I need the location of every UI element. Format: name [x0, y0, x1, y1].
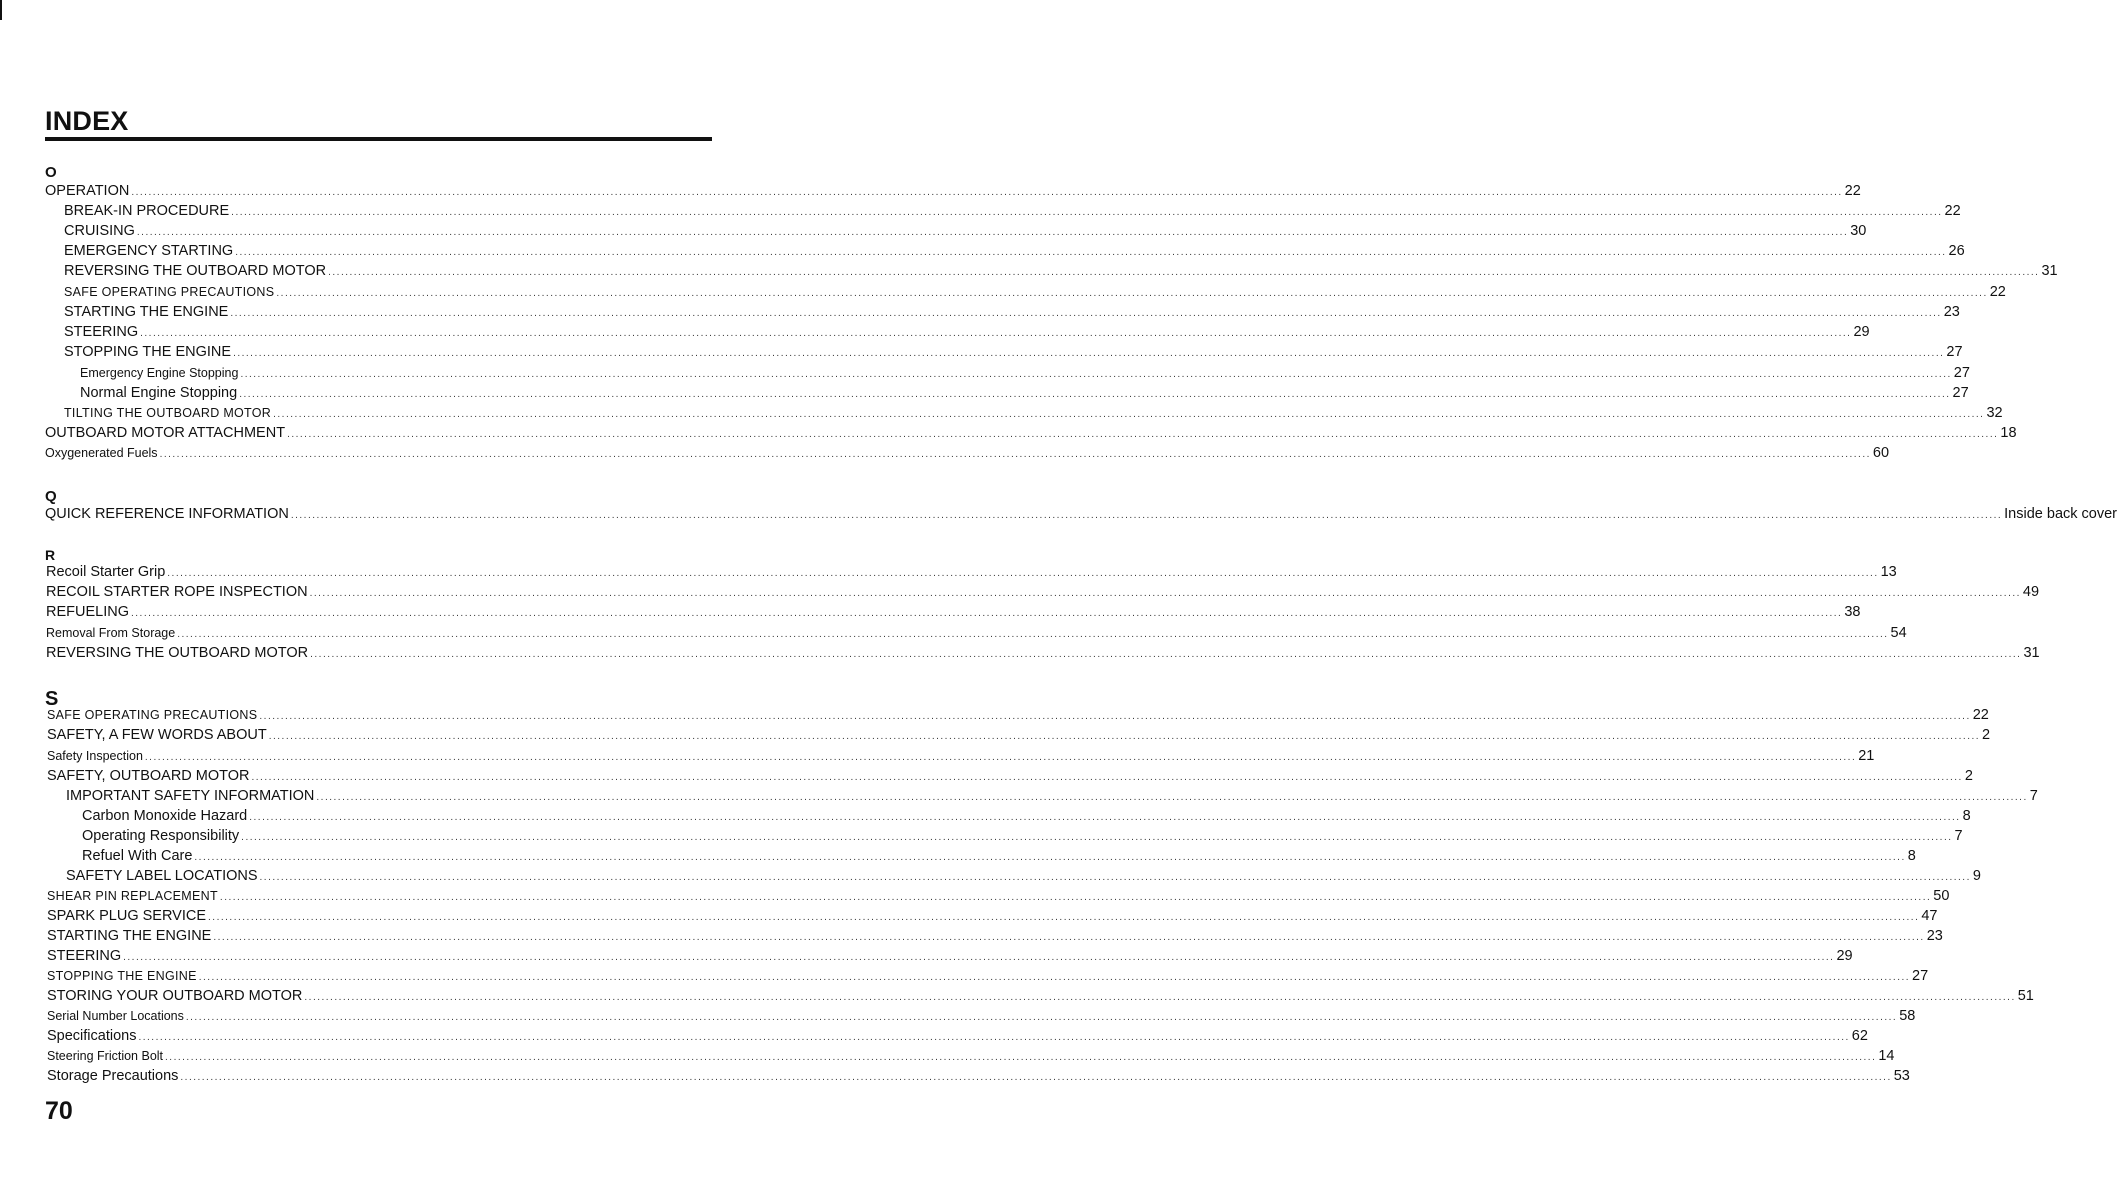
- entry-label: STOPPING THE ENGINE: [47, 969, 197, 983]
- entry-page: 23: [1943, 304, 1960, 320]
- dot-leader: ................................................................................................................................................................................................................................................................................................................................................................................................................: [136, 227, 1849, 238]
- index-entry: [82, 846, 1916, 866]
- entry-label: SAFE OPERATING PRECAUTIONS: [64, 285, 275, 299]
- entry-page: 22: [1944, 203, 1961, 219]
- dot-leader: ................................................................................................................................................................................................................................................................................................................................................................................................................: [131, 187, 1843, 198]
- entry-page: 27: [1946, 344, 1963, 360]
- entry-label: RECOIL STARTER ROPE INSPECTION: [46, 584, 308, 600]
- dot-leader: ................................................................................................................................................................................................................................................................................................................................................................................................................: [230, 308, 1942, 319]
- dot-leader: ................................................................................................................................................................................................................................................................................................................................................................................................................: [239, 389, 1951, 400]
- dot-leader: ................................................................................................................................................................................................................................................................................................................................................................................................................: [194, 852, 1906, 863]
- index-entry: [47, 746, 1875, 766]
- entry-label: EMERGENCY STARTING: [64, 243, 234, 259]
- dot-leader: ................................................................................................................................................................................................................................................................................................................................................................................................................: [185, 1012, 1898, 1023]
- page-title: INDEX: [45, 106, 129, 136]
- dot-leader: ................................................................................................................................................................................................................................................................................................................................................................................................................: [290, 510, 2003, 521]
- index-entry: [46, 582, 2040, 602]
- entry-page: 29: [1836, 948, 1853, 964]
- index-entry: [47, 1066, 1910, 1086]
- index-entry: [64, 322, 1870, 342]
- entry-page: 49: [2022, 584, 2040, 600]
- index-entry: [66, 786, 2038, 806]
- index-entry: [47, 766, 1973, 786]
- section-letter-o: O: [45, 164, 57, 181]
- dot-leader: ................................................................................................................................................................................................................................................................................................................................................................................................................: [159, 449, 1871, 460]
- entry-page: 27: [1952, 385, 1969, 401]
- dot-leader: ................................................................................................................................................................................................................................................................................................................................................................................................................: [180, 1072, 1892, 1083]
- entry-page: 27: [1953, 365, 1970, 381]
- dot-leader: ................................................................................................................................................................................................................................................................................................................................................................................................................: [138, 1032, 1850, 1043]
- index-entry: [64, 241, 1965, 261]
- entry-page: 31: [2041, 263, 2058, 279]
- dot-leader: ................................................................................................................................................................................................................................................................................................................................................................................................................: [231, 207, 1943, 218]
- index-entry: [45, 181, 1861, 201]
- entry-page: 23: [1926, 928, 1943, 944]
- entry-page: 60: [1872, 445, 1890, 461]
- dot-leader: ................................................................................................................................................................................................................................................................................................................................................................................................................: [259, 872, 1971, 883]
- entry-label: REFUELING: [46, 604, 129, 620]
- index-entry: [64, 302, 1960, 322]
- entry-label: STARTING THE ENGINE: [47, 928, 212, 944]
- entry-page: 13: [1880, 564, 1897, 580]
- entry-label: Safety Inspection: [47, 749, 143, 763]
- entry-label: Steering Friction Bolt: [47, 1049, 164, 1063]
- section-letter-q: Q: [45, 488, 57, 505]
- entry-page: 21: [1858, 748, 1875, 764]
- entry-label: Carbon Monoxide Hazard: [82, 808, 248, 824]
- dot-leader: ................................................................................................................................................................................................................................................................................................................................................................................................................: [167, 568, 1879, 579]
- dot-leader: ................................................................................................................................................................................................................................................................................................................................................................................................................: [140, 328, 1852, 339]
- entry-label: SAFE OPERATING PRECAUTIONS: [47, 708, 258, 722]
- entry-page: 8: [1907, 848, 1916, 864]
- index-entry: [64, 282, 2006, 302]
- index-entry: [45, 443, 1890, 463]
- dot-leader: ................................................................................................................................................................................................................................................................................................................................................................................................................: [328, 267, 2040, 278]
- entry-label: Recoil Starter Grip: [46, 564, 166, 580]
- index-entry: [45, 504, 2117, 524]
- entry-label: Specifications: [47, 1028, 137, 1044]
- entry-label: Operating Responsibility: [82, 828, 240, 844]
- dot-leader: ................................................................................................................................................................................................................................................................................................................................................................................................................: [198, 972, 1911, 983]
- dot-leader: ................................................................................................................................................................................................................................................................................................................................................................................................................: [233, 348, 1945, 359]
- index-entry: [47, 906, 1938, 926]
- index-entry: [64, 261, 2058, 281]
- entry-page: 54: [1890, 625, 1907, 641]
- entry-label: Removal From Storage: [46, 626, 176, 640]
- entry-label: SAFETY, A FEW WORDS ABOUT: [47, 727, 267, 743]
- entry-label: BREAK-IN PROCEDURE: [64, 203, 230, 219]
- entry-label: STORING YOUR OUTBOARD MOTOR: [47, 988, 303, 1004]
- dot-leader: ................................................................................................................................................................................................................................................................................................................................................................................................................: [316, 792, 2028, 803]
- entry-label: Emergency Engine Stopping: [80, 366, 239, 380]
- index-entry: [47, 946, 1853, 966]
- entry-label: SAFETY LABEL LOCATIONS: [66, 868, 258, 884]
- entry-page: 50: [1933, 888, 1950, 904]
- entry-label: STOPPING THE ENGINE: [64, 344, 232, 360]
- entry-label: QUICK REFERENCE INFORMATION: [45, 506, 289, 522]
- dot-leader: ................................................................................................................................................................................................................................................................................................................................................................................................................: [276, 288, 1988, 299]
- index-entry: [82, 826, 1963, 846]
- dot-leader: ................................................................................................................................................................................................................................................................................................................................................................................................................: [208, 912, 1920, 923]
- dot-leader: ................................................................................................................................................................................................................................................................................................................................................................................................................: [241, 832, 1953, 843]
- entry-page: 30: [1850, 223, 1867, 239]
- index-entry: [47, 1006, 1916, 1026]
- entry-page: 18: [2000, 425, 2017, 441]
- index-entry: [47, 986, 2034, 1006]
- dot-leader: ................................................................................................................................................................................................................................................................................................................................................................................................................: [165, 1052, 1877, 1063]
- entry-page: 51: [2017, 988, 2034, 1004]
- index-entry: [47, 926, 1943, 946]
- index-entry: [45, 423, 2017, 443]
- entry-label: SAFETY, OUTBOARD MOTOR: [47, 768, 250, 784]
- entry-page: 22: [1989, 284, 2006, 300]
- dot-leader: ................................................................................................................................................................................................................................................................................................................................................................................................................: [273, 409, 1985, 420]
- dot-leader: ................................................................................................................................................................................................................................................................................................................................................................................................................: [131, 608, 1843, 619]
- dot-leader: ................................................................................................................................................................................................................................................................................................................................................................................................................: [310, 649, 2022, 660]
- entry-label: REVERSING THE OUTBOARD MOTOR: [64, 263, 327, 279]
- entry-page: 58: [1899, 1008, 1916, 1024]
- entry-page: 8: [1962, 808, 1971, 824]
- index-entry: [66, 866, 1981, 886]
- entry-label: TILTING THE OUTBOARD MOTOR: [64, 406, 272, 420]
- index-entry: [82, 806, 1971, 826]
- dot-leader: ................................................................................................................................................................................................................................................................................................................................................................................................................: [259, 711, 1971, 722]
- index-entry: [80, 383, 1969, 403]
- index-entry: [47, 725, 1991, 745]
- index-entry: [64, 342, 1963, 362]
- dot-leader: ................................................................................................................................................................................................................................................................................................................................................................................................................: [304, 992, 2016, 1003]
- section-letter-r: R: [45, 547, 56, 563]
- index-entry: [64, 403, 2003, 423]
- entry-page: 53: [1893, 1068, 1910, 1084]
- dot-leader: ................................................................................................................................................................................................................................................................................................................................................................................................................: [144, 752, 1857, 763]
- entry-label: SPARK PLUG SERVICE: [47, 908, 207, 924]
- entry-page: 2: [1964, 768, 1973, 784]
- entry-label: Oxygenerated Fuels: [45, 446, 158, 460]
- index-entry: [47, 705, 1989, 725]
- index-entry: [46, 643, 2040, 663]
- entry-label: STARTING THE ENGINE: [64, 304, 229, 320]
- entry-page: 22: [1844, 183, 1861, 199]
- entry-page: 31: [2023, 645, 2040, 661]
- dot-leader: ................................................................................................................................................................................................................................................................................................................................................................................................................: [249, 812, 1961, 823]
- entry-label: STEERING: [47, 948, 122, 964]
- entry-label: Serial Number Locations: [47, 1009, 184, 1023]
- index-entry: [46, 562, 1897, 582]
- entry-page: 47: [1921, 908, 1938, 924]
- entry-page: 26: [1948, 243, 1965, 259]
- dot-leader: ................................................................................................................................................................................................................................................................................................................................................................................................................: [177, 629, 1889, 640]
- dot-leader: ................................................................................................................................................................................................................................................................................................................................................................................................................: [309, 588, 2021, 599]
- index-entry: [64, 221, 1867, 241]
- entry-page: Inside back cover: [2004, 506, 2117, 522]
- dot-leader: ................................................................................................................................................................................................................................................................................................................................................................................................................: [213, 932, 1925, 943]
- entry-label: OPERATION: [45, 183, 130, 199]
- dot-leader: ................................................................................................................................................................................................................................................................................................................................................................................................................: [235, 247, 1947, 258]
- entry-page: 7: [2029, 788, 2038, 804]
- entry-label: Storage Precautions: [47, 1068, 179, 1084]
- entry-page: 29: [1853, 324, 1870, 340]
- dot-leader: ................................................................................................................................................................................................................................................................................................................................................................................................................: [219, 892, 1932, 903]
- dot-leader: ................................................................................................................................................................................................................................................................................................................................................................................................................: [287, 429, 1999, 440]
- index-entry: [80, 363, 1970, 383]
- entry-label: OUTBOARD MOTOR ATTACHMENT: [45, 425, 286, 441]
- index-entry: [47, 886, 1950, 906]
- entry-label: Refuel With Care: [82, 848, 193, 864]
- entry-label: REVERSING THE OUTBOARD MOTOR: [46, 645, 309, 661]
- index-entry: [46, 623, 1907, 643]
- dot-leader: ................................................................................................................................................................................................................................................................................................................................................................................................................: [268, 731, 1981, 742]
- entry-page: 32: [1986, 405, 2003, 421]
- entry-label: STEERING: [64, 324, 139, 340]
- dot-leader: ................................................................................................................................................................................................................................................................................................................................................................................................................: [251, 772, 1963, 783]
- entry-label: IMPORTANT SAFETY INFORMATION: [66, 788, 315, 804]
- entry-label: CRUISING: [64, 223, 135, 239]
- section-letter-s: S: [45, 688, 59, 710]
- index-entry: [46, 602, 1861, 622]
- dot-leader: ................................................................................................................................................................................................................................................................................................................................................................................................................: [123, 952, 1835, 963]
- entry-label: Normal Engine Stopping: [80, 385, 238, 401]
- index-entry: [47, 1026, 1868, 1046]
- entry-page: 27: [1912, 968, 1929, 984]
- index-entry: [47, 966, 1929, 986]
- dot-leader: ................................................................................................................................................................................................................................................................................................................................................................................................................: [240, 369, 1952, 380]
- entry-label: SHEAR PIN REPLACEMENT: [47, 889, 218, 903]
- entry-page: 38: [1844, 604, 1861, 620]
- entry-page: 9: [1972, 868, 1981, 884]
- index-entry: [64, 201, 1961, 221]
- entry-page: 62: [1851, 1028, 1868, 1044]
- entry-page: 7: [1954, 828, 1963, 844]
- entry-page: 2: [1982, 727, 1991, 743]
- page-number: 70: [45, 1097, 73, 1125]
- entry-page: 22: [1972, 707, 1989, 723]
- index-entry: [47, 1046, 1895, 1066]
- entry-page: 14: [1878, 1048, 1895, 1064]
